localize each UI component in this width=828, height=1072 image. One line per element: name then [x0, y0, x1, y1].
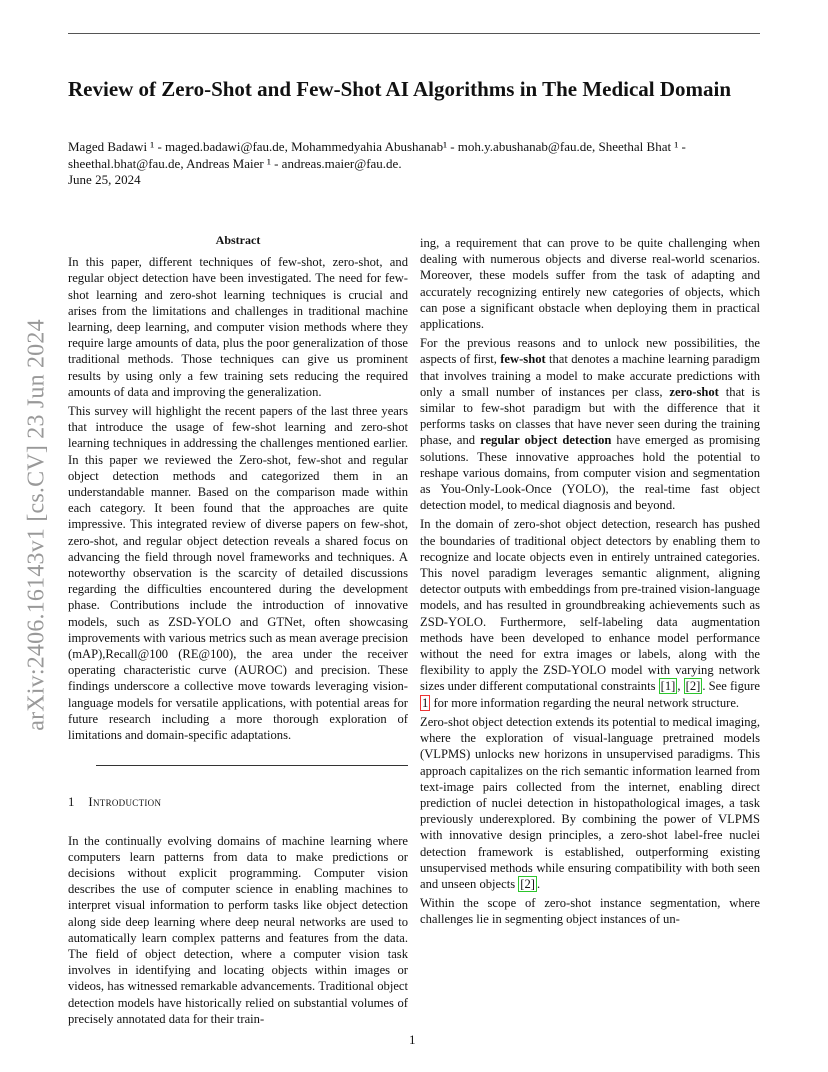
- abstract-paragraph-1: In this paper, different techniques of few-shot, zero-shot, and regular object detection have been investigated. The need for few-shot learning and zero-shot learning techniques is crucial and arises from the limitations and challenges in traditional machine learning, deep learning, and computer vision methods where they require large amounts of data, plus the poor generalization of those traditional methods. Those techniques can give us prominent results by using only a few training sets reducing the required amounts of data and improving the generalization.: [68, 255, 408, 399]
- abstract-divider: [96, 765, 408, 766]
- abstract-heading: Abstract: [215, 233, 261, 247]
- section-title: Introduction: [88, 795, 162, 810]
- right-paragraph-4: Zero-shot object detection extends its potential to medical imaging, where the exploration of visual-language pretrained models (VLPMS) unlocks new horizons in unsupervised paradigms. This approach capitalizes on the rich semantic information learned from text-image pairs collected from the internet, enabling direct prediction of nuclei detection in histopathological images, a task previously underexplored. By combining the power of VLPMS with innovative design principles, a zero-shot label-free nuclei detection framework is established, outperforming existing unsupervised methods while ensuring compatibility with both seen and unseen objects [2] .: [420, 714, 760, 891]
- few-shot-term: few-shot: [500, 352, 546, 367]
- left-column: [68, 232, 408, 1027]
- citation-link-1[interactable]: [1]: [660, 679, 676, 694]
- top-rule: [68, 33, 760, 34]
- section-number: 1: [68, 795, 75, 810]
- abstract-paragraph-2: This survey will highlight the recent papers of the last three years that introduce the usage of few-shot learning and zero-shot learning techniques in addressing the challenges mentioned earlier. In this paper we reviewed the Zero-shot, few-shot and regular object detection methods and categorized them in an understandable manner. Based on the comparison made within each category. It been found that the approaches are quite impressive. This integrated review of diverse papers on few-shot, zero-shot, and regular object detection reveals a shared focus on advancing the field through novel frameworks and techniques. A noteworthy observation is the scarcity of detailed discussions regarding the difficulties encountered during the development phase. Contributions include the introduction of innovative models, such as ZSD-YOLO and GTNet, often showcasing improvements with various metrics such as mean average precision (mAP),Recall@100 (RE@100), the area under the receiver operating characteristic curve (AUROC) and precision. These findings underscore a collective move towards leveraging vision-language models for versatile applications, with potential areas for future research including a more thorough exploration of limitations and domain-specific adaptations.: [68, 404, 408, 743]
- arxiv-stamp-text: arXiv:2406.16143v1 [cs.CV] 23 Jun 2024: [23, 319, 50, 731]
- right-paragraph-3: In the domain of zero-shot object detection, research has pushed the boundaries of traditional object detectors by enabling them to recognize and locate objects even in entirely untrained categories. This novel paradigm leverages semantic alignment, aligning detector outputs with embeddings from pre-trained vision-language models, and has resulted in groundbreaking achievements such as ZSD-YOLO. Furthermore, self-labeling data augmentation methods have been developed to enhance model performance without the need for extra images or labels, along with the flexibility to apply the ZSD-YOLO model with varying network sizes under different computational constraints [1] , [2] . See figure 1 for more information regarding the neural network structure.: [420, 517, 761, 710]
- intro-paragraph-1: In the continually evolving domains of machine learning where computers learn patterns from data to make predictions or decisions without explicit programming. Computer vision describes the use of computer science in enabling machines to interpret visual information to perform tasks like object detection along side deep learning where deep neural networks are used to automatically learn complex patterns and features from the data. The field of object detection, where a computer vision task involves in identifying and locating objects within images or videos, has witnessed remarkable advancements. Traditional object detection models have historically relied on substantial volumes of precisely annotated data for their train-: [68, 833, 408, 1026]
- right-column: [420, 235, 760, 928]
- paper-date: June 25, 2024: [68, 172, 141, 187]
- author-list: Maged Badawi ¹ - maged.badawi@fau.de, Mohammedyahia Abushanab¹ - moh.y.abushanab@fau.de, Sheethal Bhat ¹ - sheethal.bhat@fau.de, Andreas Maier ¹ - andreas.maier@fau.de.: [68, 139, 686, 171]
- figure-link-1[interactable]: 1: [422, 695, 429, 710]
- right-paragraph-1: ing, a requirement that can prove to be quite challenging when dealing with numerous objects and diverse real-world scenarios. Moreover, these models suffer from the task of adapting and accurately recognizing entirely new categories of objects, which can pose a significant obstacle when deploying them in practical applications.: [420, 236, 760, 332]
- zero-shot-term: zero-shot: [669, 384, 719, 399]
- arxiv-side-stamp: [22, 290, 52, 760]
- citation-link-3[interactable]: [2]: [520, 876, 535, 891]
- citation-link-2[interactable]: [2]: [685, 679, 701, 694]
- right-paragraph-2: For the previous reasons and to unlock new possibilities, the aspects of first, few-shot that denotes a machine learning paradigm that involves training a model to make accurate predictions with only a small number of instances per class, zero-shot that is similar to few-shot paradigm but with the difference that it performs tasks on classes that have never seen during the training phase, and regular object detection have emerged as promising solutions. These innovative approaches hold the potential to reshape various domains, from computer vision and segmentation as You-Only-Look-Once (YOLO), the real-time fast object detection model, to medical diagnosis and beyond.: [420, 336, 760, 513]
- right-paragraph-5: Within the scope of zero-shot instance segmentation, where challenges lie in segmenting object instances of un-: [420, 896, 760, 927]
- paper-title: Review of Zero-Shot and Few-Shot AI Algorithms in The Medical Domain: [68, 77, 732, 101]
- page-number: 1: [409, 1032, 416, 1047]
- regular-detection-term: regular object detection: [480, 433, 612, 448]
- section-heading: [68, 794, 408, 810]
